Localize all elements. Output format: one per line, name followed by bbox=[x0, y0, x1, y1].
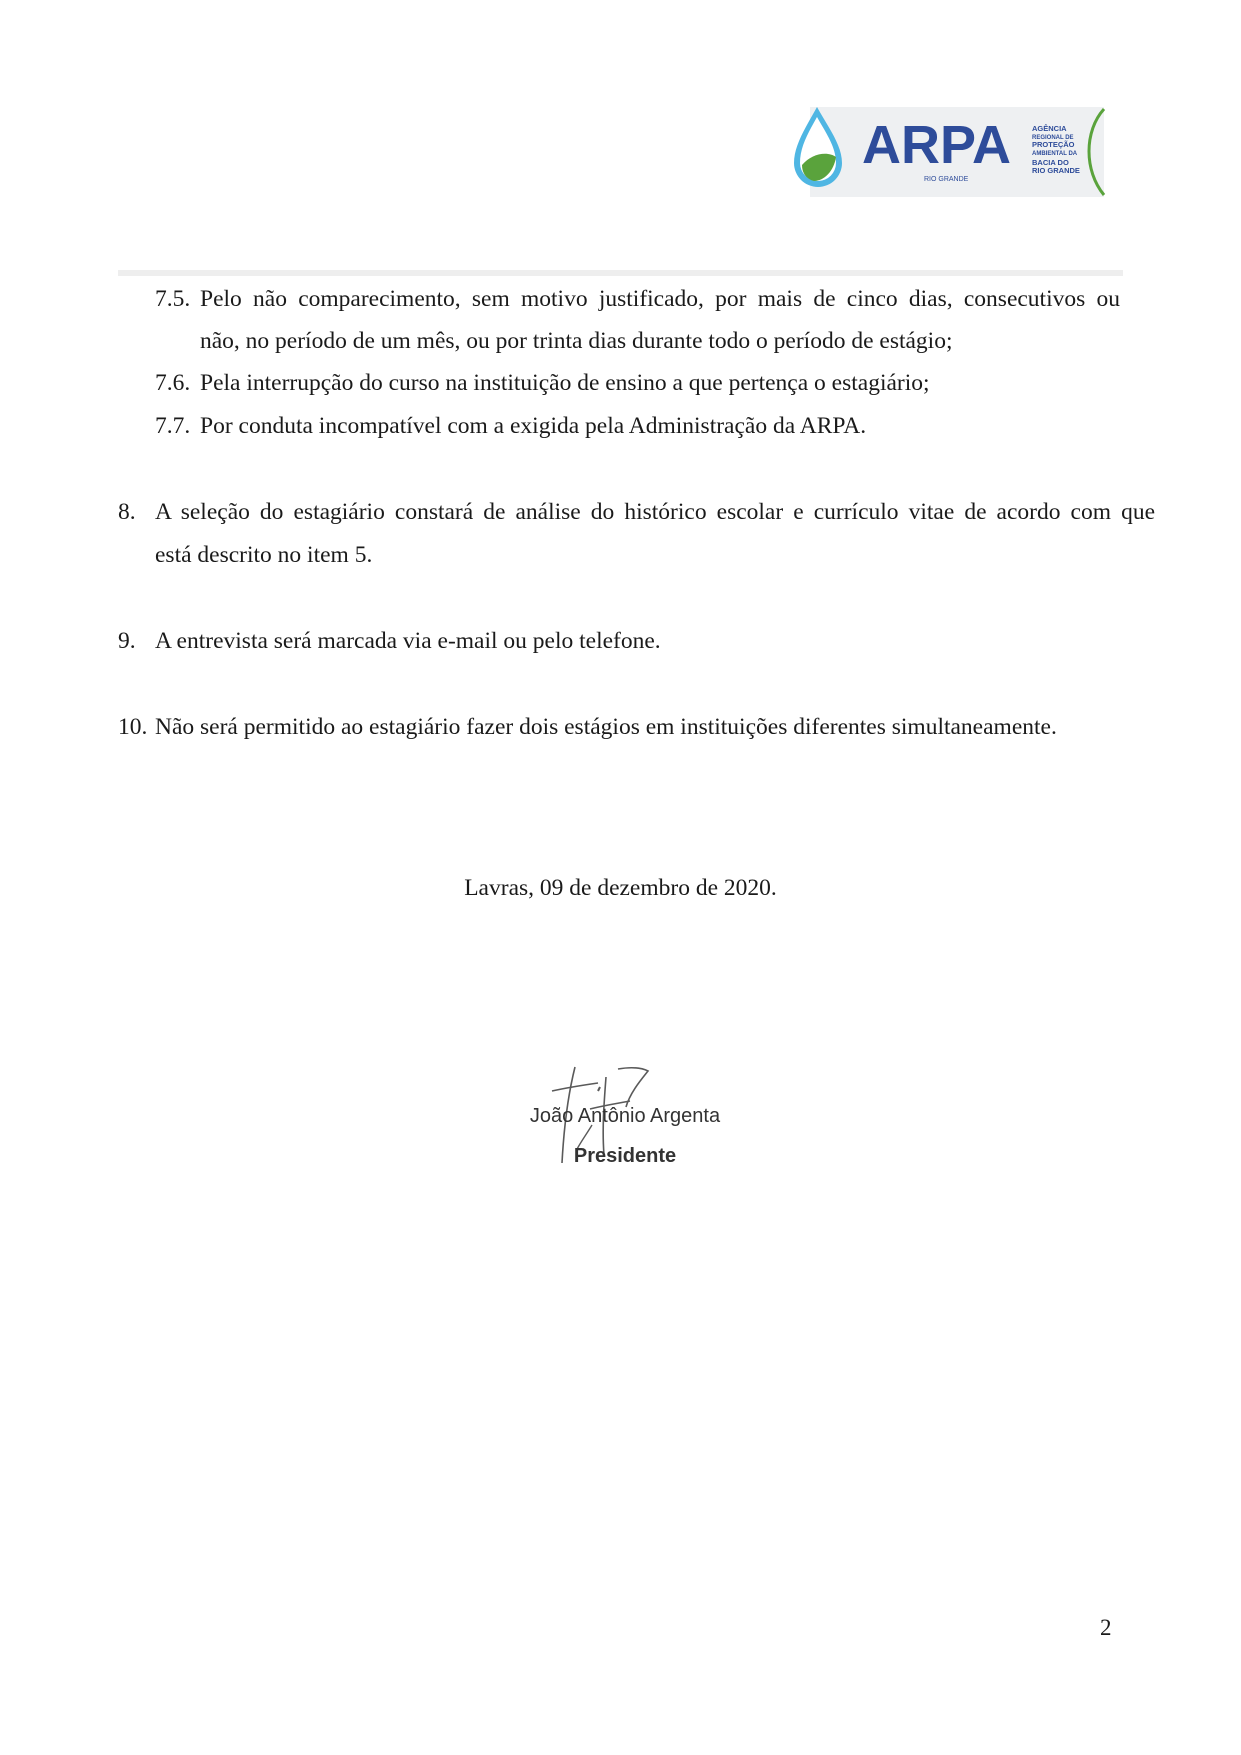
sub-item-7-5-line1: Pelo não comparecimento, sem motivo justificado, por mais de cinco dias, consecutivos ou bbox=[200, 286, 1120, 312]
signatory-role: Presidente bbox=[573, 1145, 677, 1167]
item-9-number: 9. bbox=[118, 628, 136, 654]
item-8-line1: A seleção do estagiário constará de análise do histórico escolar e currículo vitae de acordo com que bbox=[155, 499, 1155, 525]
signatory-name: João Antônio Argenta bbox=[529, 1105, 721, 1127]
svg-text:AGÊNCIA: AGÊNCIA bbox=[1032, 124, 1067, 133]
svg-text:BACIA DO: BACIA DO bbox=[1032, 158, 1069, 167]
header-divider bbox=[118, 270, 1123, 276]
item-9-text: A entrevista será marcada via e-mail ou pelo telefone. bbox=[155, 628, 661, 654]
sub-item-number: 7.5. bbox=[155, 286, 191, 312]
item-8-line2: está descrito no item 5. bbox=[155, 542, 373, 568]
svg-text:PROTEÇÃO: PROTEÇÃO bbox=[1032, 140, 1075, 149]
signature-block bbox=[480, 1055, 760, 1180]
item-8-number: 8. bbox=[118, 499, 136, 525]
place-date: Lavras, 09 de dezembro de 2020. bbox=[464, 875, 777, 901]
logo-wordmark: ARPA bbox=[862, 115, 1012, 175]
sub-item-7-7-number: 7.7. bbox=[155, 413, 191, 439]
logo-subtext: RIO GRANDE bbox=[924, 176, 969, 183]
svg-text:RIO GRANDE: RIO GRANDE bbox=[1032, 166, 1080, 175]
sub-item-7-6-text: Pela interrupção do curso na instituição de ensino a que pertença o estagiário; bbox=[200, 370, 930, 396]
svg-text:AMBIENTAL DA: AMBIENTAL DA bbox=[1032, 151, 1078, 157]
arpa-logo bbox=[792, 105, 1118, 200]
sub-item-7-5-line2: não, no período de um mês, ou por trinta dias durante todo o período de estágio; bbox=[200, 328, 953, 354]
item-10-text: Não será permitido ao estagiário fazer dois estágios em instituições diferentes simultaneamente. bbox=[155, 714, 1057, 740]
page-number: 2 bbox=[1100, 1615, 1112, 1640]
sub-item-7-6-number: 7.6. bbox=[155, 370, 191, 396]
item-10-number: 10. bbox=[118, 714, 148, 740]
sub-item-7-7-text: Por conduta incompatível com a exigida pela Administração da ARPA. bbox=[200, 413, 867, 439]
svg-text:REGIONAL DE: REGIONAL DE bbox=[1032, 135, 1074, 141]
sub-item-7-5 bbox=[155, 278, 190, 320]
